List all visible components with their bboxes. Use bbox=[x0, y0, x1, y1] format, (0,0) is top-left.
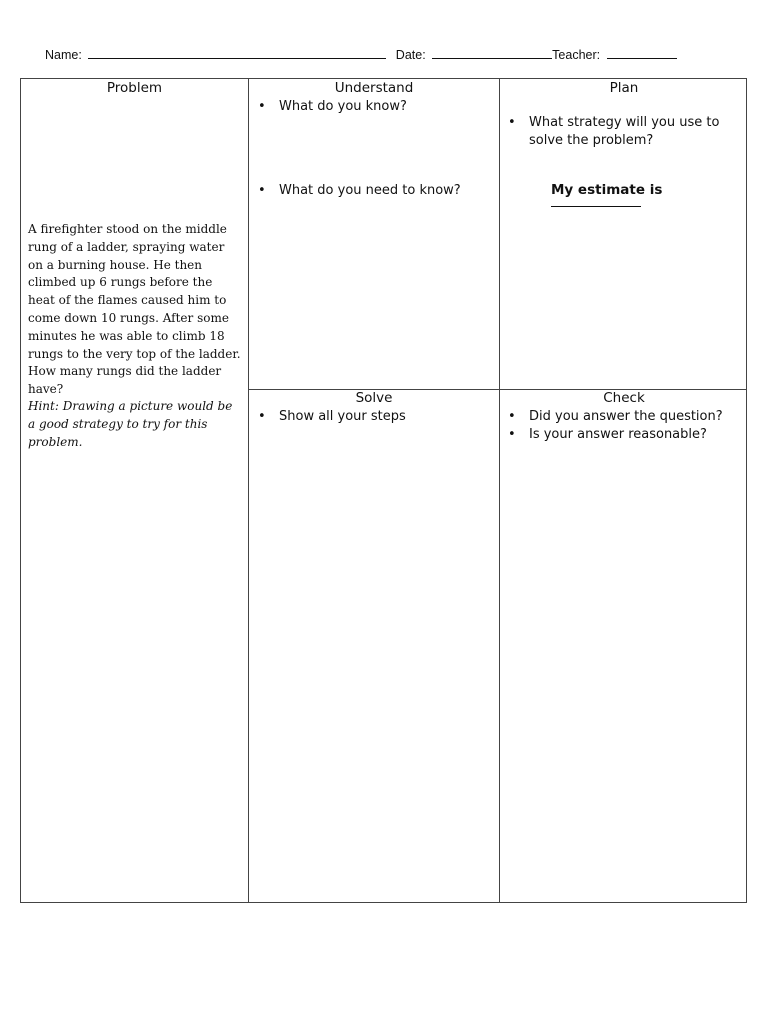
bullet-what-do-you-need-to-know: • What do you need to know? bbox=[250, 182, 495, 200]
problem-solving-grid bbox=[20, 78, 747, 903]
divider-col-2 bbox=[499, 79, 500, 902]
bullet-show-steps: • Show all your steps bbox=[250, 408, 495, 426]
bullet-what-do-you-know: • What do you know? bbox=[250, 98, 495, 116]
date-blank[interactable] bbox=[432, 46, 552, 59]
plan-bullets bbox=[500, 114, 745, 150]
problem-title: Problem bbox=[106, 80, 163, 96]
plan-title: Plan bbox=[609, 80, 639, 96]
bullet-did-you-answer: • Did you answer the question? bbox=[500, 408, 745, 426]
understand-bullets-2 bbox=[250, 182, 495, 200]
name-label: Name: bbox=[45, 48, 82, 62]
name-blank[interactable] bbox=[88, 46, 386, 59]
check-bullets bbox=[500, 408, 745, 444]
check-title: Check bbox=[603, 390, 645, 406]
estimate-label: My estimate is bbox=[551, 182, 663, 198]
hint-text: Hint: Drawing a picture would be a good strategy to try for this problem. bbox=[28, 399, 233, 449]
problem-text: A firefighter stood on the middle rung of a ladder, spraying water on a burning house. He then climbed up 6 rungs before the heat of the flames caused him to come down 10 rungs. After some minutes he was able to climb 18 rungs to the very top of the ladder. How many rungs did the ladder have? bbox=[28, 222, 241, 397]
solve-bullets bbox=[250, 408, 495, 426]
understand-bullets bbox=[250, 98, 495, 116]
date-label: Date: bbox=[395, 48, 426, 62]
estimate-blank[interactable] bbox=[551, 200, 641, 207]
understand-title: Understand bbox=[334, 80, 414, 96]
bullet-what-strategy: • What strategy will you use to solve the problem? bbox=[500, 114, 745, 150]
teacher-label: Teacher: bbox=[552, 48, 601, 62]
solve-title: Solve bbox=[355, 390, 393, 406]
bullet-is-reasonable: • Is your answer reasonable? bbox=[500, 426, 745, 444]
teacher-blank[interactable] bbox=[607, 46, 677, 59]
estimate-block bbox=[551, 180, 741, 207]
worksheet-header bbox=[45, 46, 745, 66]
divider-col-1 bbox=[248, 79, 249, 902]
